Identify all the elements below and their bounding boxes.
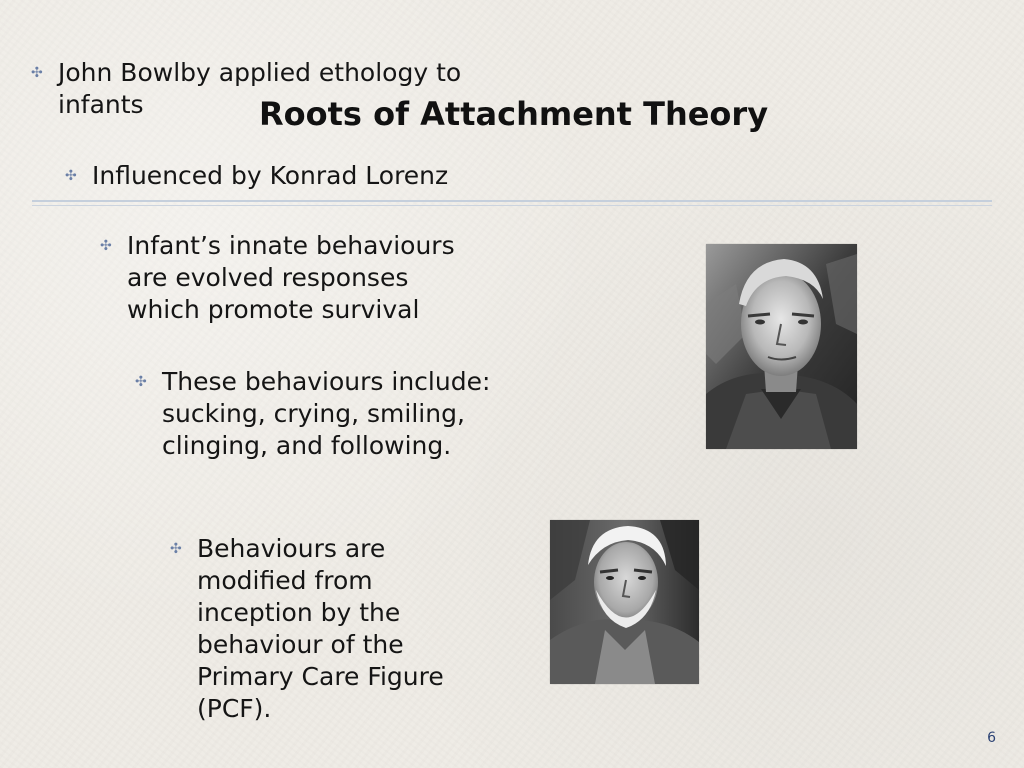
bullet-mark-icon: ✣ bbox=[31, 65, 43, 81]
bowlby-portrait-photo bbox=[706, 244, 857, 449]
slide-title: Roots of Attachment Theory bbox=[259, 95, 769, 133]
title-divider-rule-thin bbox=[32, 205, 992, 206]
page-number: 6 bbox=[987, 730, 996, 746]
bullet-mark-icon: ✣ bbox=[65, 168, 77, 184]
bullet-text: John Bowlby applied ethology to infants bbox=[58, 58, 462, 119]
bullet-text: Infant’s innate behaviours are evolved responses which promote survival bbox=[127, 231, 455, 324]
bullet-mark-icon: ✣ bbox=[135, 374, 147, 390]
bullet-level-2 bbox=[65, 160, 552, 192]
bullet-text: These behaviours include: sucking, crying, smiling, clinging, and following. bbox=[162, 367, 491, 460]
bullet-level-5 bbox=[170, 533, 487, 725]
bullet-mark-icon: ✣ bbox=[100, 238, 112, 254]
bullet-text: Influenced by Konrad Lorenz bbox=[92, 161, 449, 190]
bullet-text: Behaviours are modified from inception by the behaviour of the Primary Care Figure (PCF). bbox=[197, 534, 444, 723]
bullet-level-3 bbox=[100, 230, 487, 326]
lorenz-portrait-photo bbox=[550, 520, 699, 684]
bullet-mark-icon: ✣ bbox=[170, 541, 182, 557]
bullet-level-4 bbox=[135, 366, 492, 462]
title-divider-rule bbox=[32, 200, 992, 202]
